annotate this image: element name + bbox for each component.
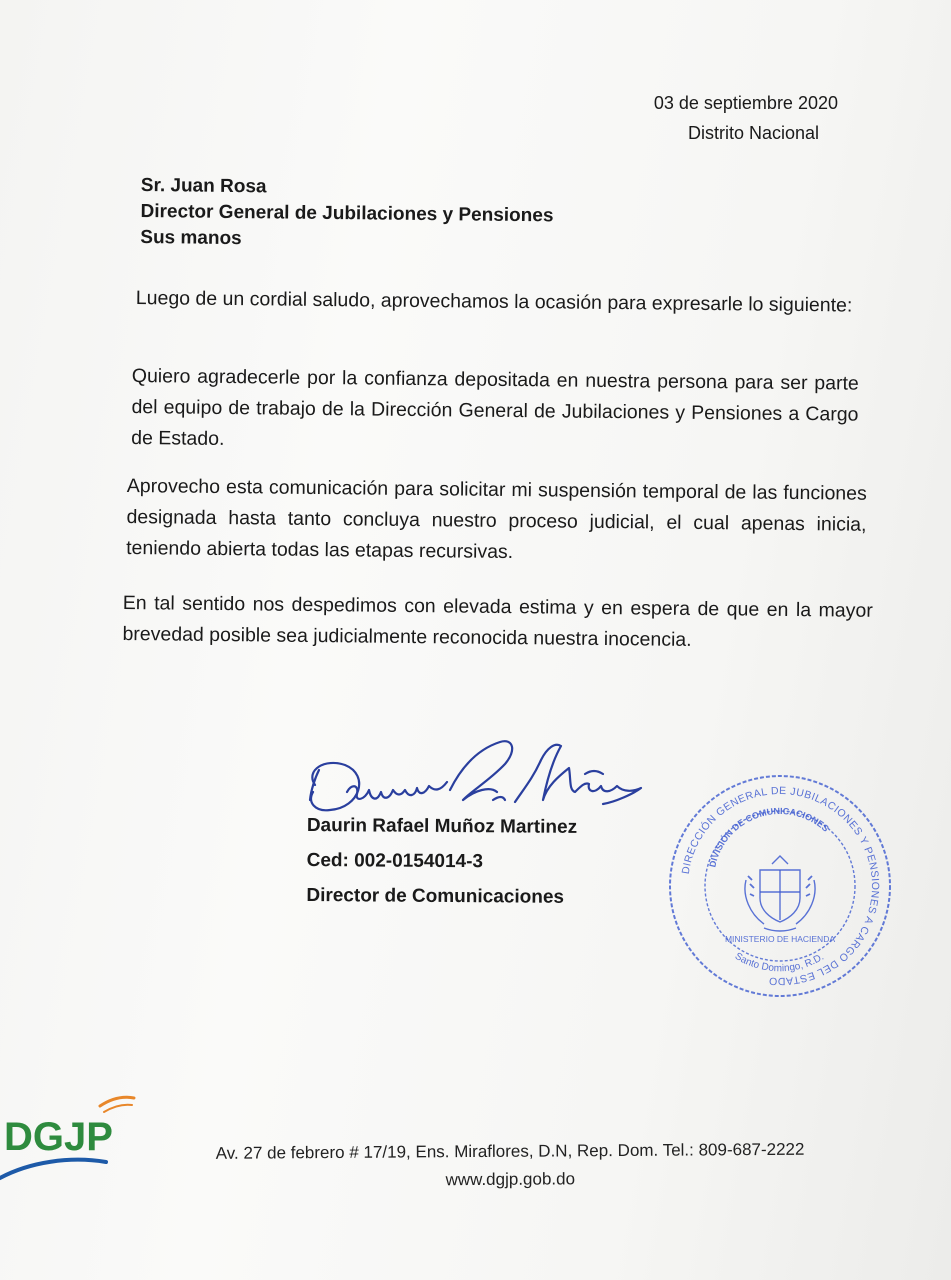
letter-location: Distrito Nacional xyxy=(687,123,819,143)
footer xyxy=(190,1136,830,1196)
letter-date: 03 de septiembre 2020 xyxy=(653,93,838,113)
seal-ministry-text: MINISTERIO DE HACIENDA xyxy=(724,934,836,944)
logo-text: DGJP xyxy=(4,1115,113,1159)
signatory-position: Director de Comunicaciones xyxy=(306,884,565,908)
dgjp-logo xyxy=(0,1092,140,1182)
coat-of-arms-icon xyxy=(745,856,815,931)
signatory-id: Ced: 002-0154014-3 xyxy=(306,849,484,873)
footer-website: www.dgjp.gob.do xyxy=(445,1169,576,1190)
body-paragraph-4: En tal sentido nos despedimos con elevada estima y en espera de que en la mayor brevedad posible sea judicialmente reconocida nuestra inocencia. xyxy=(122,591,873,651)
recipient-title: Director General de Jubilaciones y Pensiones xyxy=(140,200,554,227)
seal-city-text: Santo Domingo, R.D. xyxy=(732,950,826,975)
recipient-name: Sr. Juan Rosa xyxy=(140,174,267,198)
signatory-block xyxy=(306,808,577,915)
recipient-block xyxy=(140,173,554,255)
official-seal xyxy=(664,770,896,1002)
body-paragraph-1: Luego de un cordial saludo, aprovechamos la ocasión para expresarle lo siguiente: xyxy=(135,286,853,317)
footer-address: Av. 27 de febrero # 17/19, Ens. Miraflores, D.N, Rep. Dom. Tel.: 809-687-2222 xyxy=(215,1139,805,1163)
recipient-delivery: Sus manos xyxy=(140,226,242,250)
signatory-name: Daurin Rafael Muñoz Martinez xyxy=(306,814,578,838)
body-paragraph-3: Aprovecho esta comunicación para solicitar mi suspensión temporal de las funciones designada hasta tanto concluya nuestro proceso judicial, el cual apenas inicia, teniendo abierta todas las etapas recursivas. xyxy=(126,474,867,564)
letter-date-block xyxy=(654,88,838,148)
seal-inner-text: DIVISIÓN DE COMUNICACIONES xyxy=(707,805,831,869)
seal-outer-text: DIRECCIÓN GENERAL DE JUBILACIONES Y PENSIONES A CARGO DEL ESTADO xyxy=(679,784,882,988)
body-paragraph-2: Quiero agradecerle por la confianza depositada en nuestra persona para ser parte del equipo de trabajo de la Dirección General de Jubilaciones y Pensiones a Cargo de Estado. xyxy=(131,364,859,450)
